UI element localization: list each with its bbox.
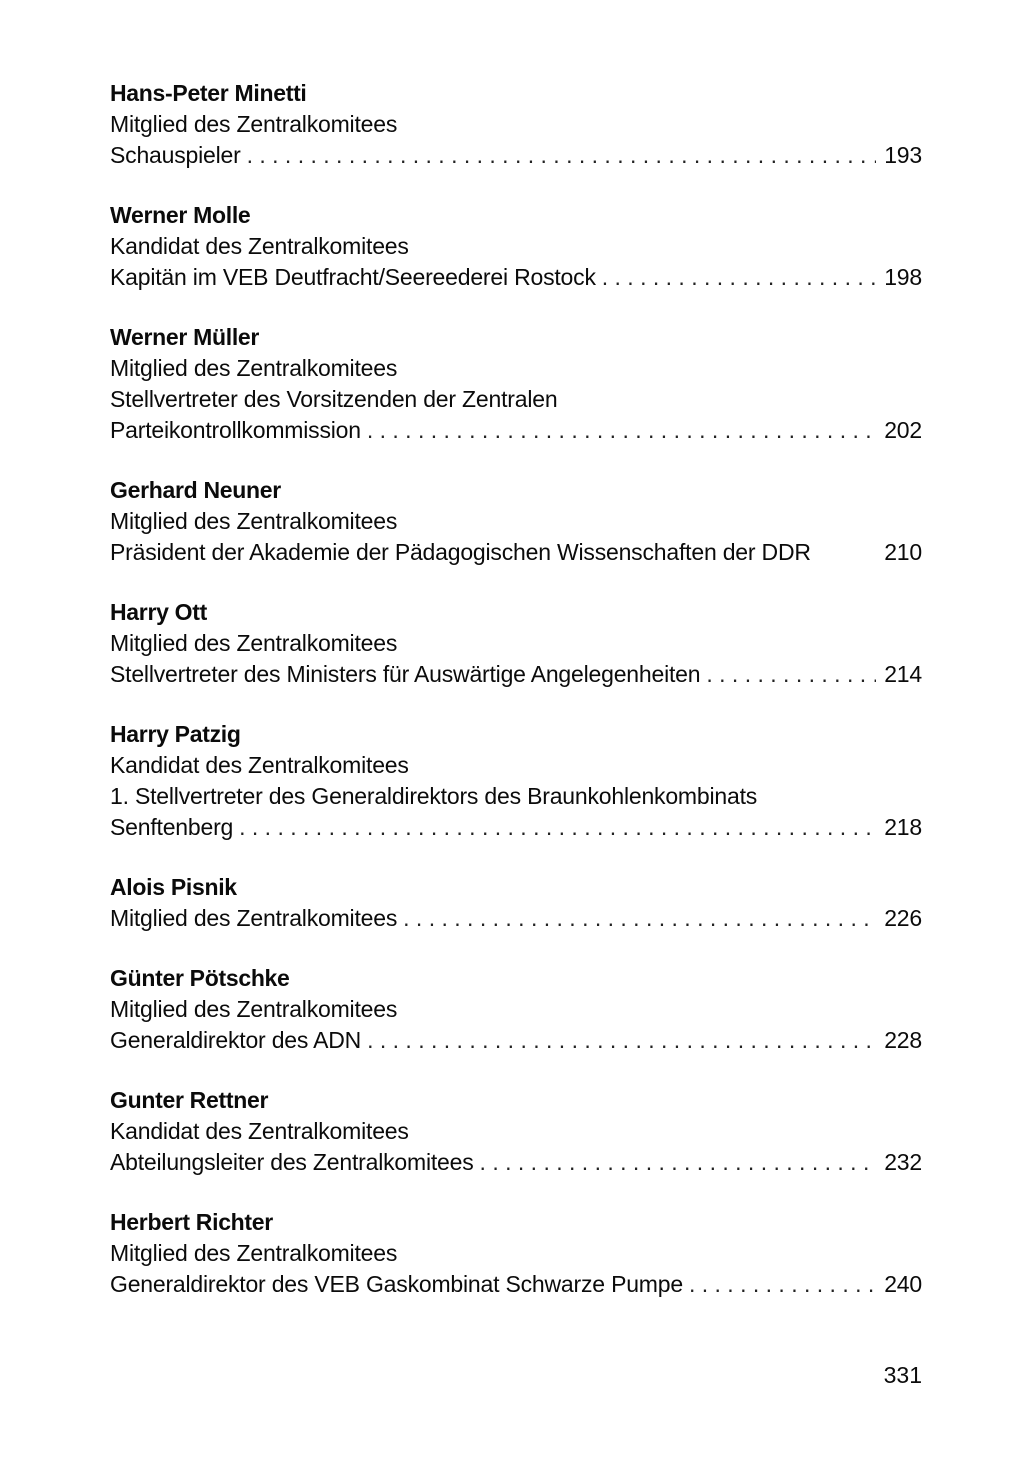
role-line: Kandidat des Zentralkomitees <box>110 233 409 259</box>
leader-dots <box>602 262 876 293</box>
toc-entry <box>110 200 922 293</box>
toc-line <box>110 1147 922 1178</box>
toc-line <box>110 903 922 934</box>
person-name: Gerhard Neuner <box>110 477 281 503</box>
toc-entry <box>110 872 922 934</box>
toc-line <box>110 537 922 568</box>
toc-line <box>110 1025 922 1056</box>
person-name: Herbert Richter <box>110 1209 273 1235</box>
position-text: Mitglied des Zentralkomitees <box>110 905 398 931</box>
toc-line <box>110 1269 922 1300</box>
page-number: 202 <box>884 417 922 443</box>
position-text: Senftenberg <box>110 814 234 840</box>
page-number: 210 <box>884 539 922 565</box>
toc-entry <box>110 719 922 843</box>
leader-dots <box>367 415 876 446</box>
leader-dots <box>689 1269 876 1300</box>
position-text: Parteikontrollkommission <box>110 417 361 443</box>
role-line: Stellvertreter des Vorsitzenden der Zentralen <box>110 386 558 412</box>
role-line: 1. Stellvertreter des Generaldirektors des Braunkohlenkombinats <box>110 783 758 809</box>
page-number: 218 <box>884 814 922 840</box>
page-number: 228 <box>884 1027 922 1053</box>
page-number: 193 <box>884 142 922 168</box>
person-name: Werner Müller <box>110 324 260 350</box>
toc-entry <box>110 963 922 1056</box>
role-line: Mitglied des Zentralkomitees <box>110 1240 398 1266</box>
table-of-contents <box>110 78 922 1329</box>
folio-page-number: 331 <box>883 1362 922 1388</box>
position-text: Kapitän im VEB Deutfracht/Seereederei Rostock <box>110 264 596 290</box>
toc-line <box>110 262 922 293</box>
person-name: Harry Ott <box>110 599 207 625</box>
toc-entry <box>110 597 922 690</box>
position-text: Präsident der Akademie der Pädagogischen Wissenschaften der DDR <box>110 539 811 565</box>
toc-entry <box>110 1207 922 1300</box>
page-number: 232 <box>884 1149 922 1175</box>
role-line: Mitglied des Zentralkomitees <box>110 111 398 137</box>
role-line: Mitglied des Zentralkomitees <box>110 996 398 1022</box>
position-text: Generaldirektor des ADN <box>110 1027 362 1053</box>
role-line: Mitglied des Zentralkomitees <box>110 508 398 534</box>
person-name: Gunter Rettner <box>110 1087 269 1113</box>
person-name: Alois Pisnik <box>110 874 237 900</box>
leader-dots <box>480 1147 876 1178</box>
leader-dots <box>367 1025 876 1056</box>
person-name: Harry Patzig <box>110 721 241 747</box>
toc-line <box>110 415 922 446</box>
position-text: Generaldirektor des VEB Gaskombinat Schwarze Pumpe <box>110 1271 683 1297</box>
toc-entry <box>110 78 922 171</box>
page-number: 240 <box>884 1271 922 1297</box>
toc-line <box>110 659 922 690</box>
toc-entry <box>110 475 922 568</box>
leader-dots <box>239 812 876 843</box>
toc-entry <box>110 322 922 446</box>
person-name: Günter Pötschke <box>110 965 290 991</box>
page-number: 226 <box>884 905 922 931</box>
toc-entry <box>110 1085 922 1178</box>
position-text: Abteilungsleiter des Zentralkomitees <box>110 1149 474 1175</box>
leader-dots <box>247 140 876 171</box>
leader-dots <box>403 903 876 934</box>
leader-dots <box>706 659 876 690</box>
position-text: Stellvertreter des Ministers für Auswärtige Angelegenheiten <box>110 661 701 687</box>
page-number: 198 <box>884 264 922 290</box>
role-line: Mitglied des Zentralkomitees <box>110 355 398 381</box>
role-line: Kandidat des Zentralkomitees <box>110 752 409 778</box>
toc-line <box>110 140 922 171</box>
role-line: Kandidat des Zentralkomitees <box>110 1118 409 1144</box>
toc-line <box>110 812 922 843</box>
role-line: Mitglied des Zentralkomitees <box>110 630 398 656</box>
person-name: Hans-Peter Minetti <box>110 80 307 106</box>
page-number: 214 <box>884 661 922 687</box>
position-text: Schauspieler <box>110 142 241 168</box>
person-name: Werner Molle <box>110 202 251 228</box>
